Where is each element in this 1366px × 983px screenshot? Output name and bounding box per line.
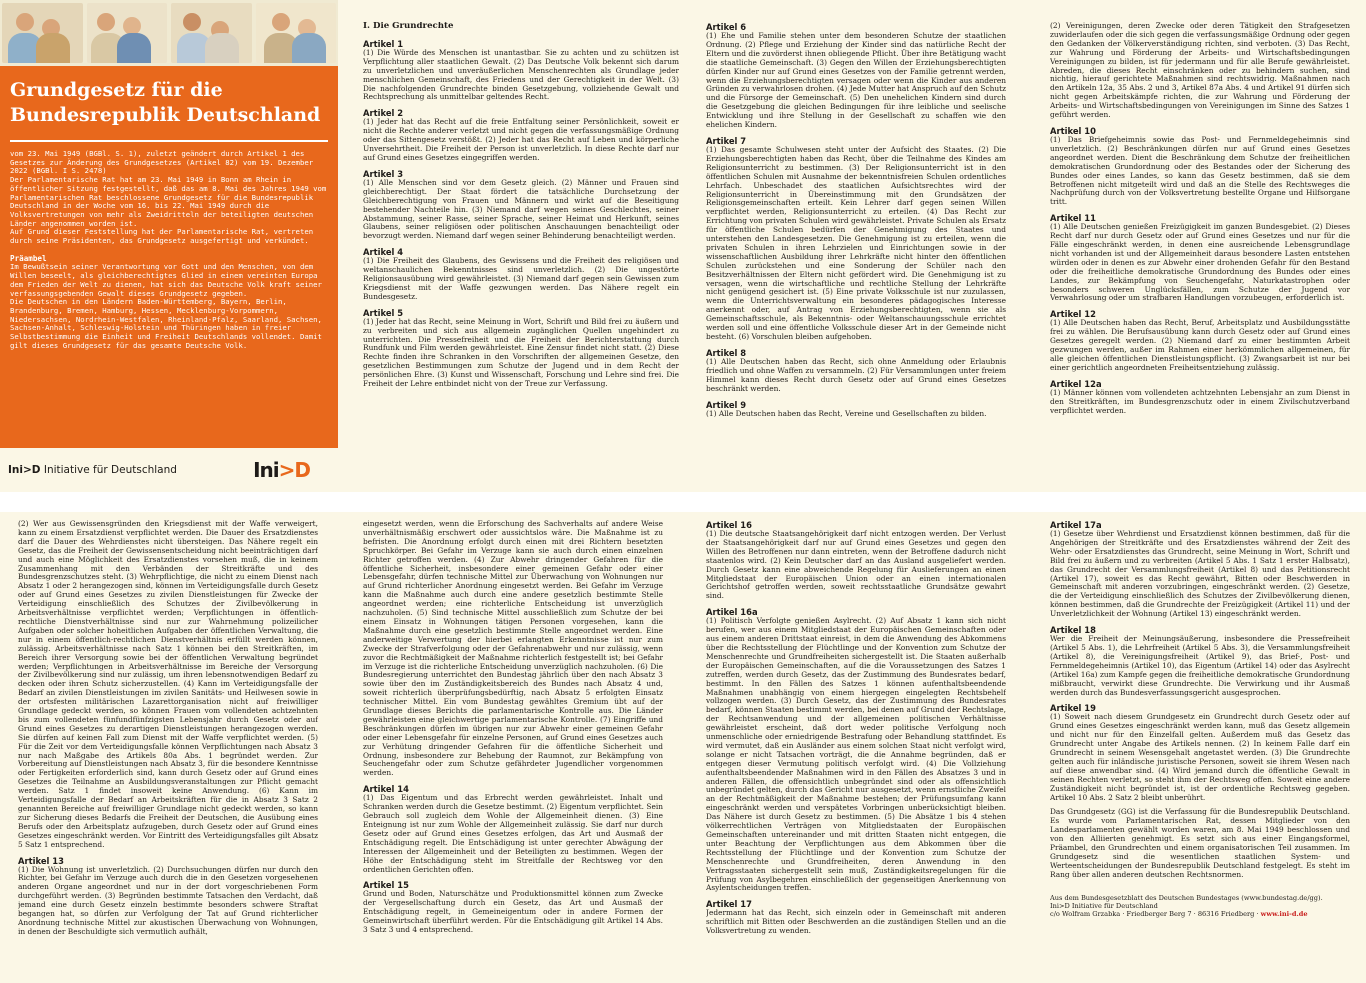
preamble-paragraph: Die Deutschen in den Ländern Baden-Württemberg, Bayern, Berlin, Brandenburg, Bremen, Hamburg, Hessen, Mecklenburg-Vorpommern, Niedersachsen, Nordrhein-Westfalen, Rheinland-Pfalz, Saarland, Sachsen, Sachsen-Anhalt, Schleswig-Holstein und Thüringen haben in freier Selbstbestimmung die Einheit und Freiheit Deutschlands vollendet. Damit gilt dieses Grundgesetz für das gesamte Deutsche Volk. xyxy=(10,297,322,350)
article-heading: Artikel 17a xyxy=(1050,520,1102,530)
colophon: Aus dem Bundesgesetzblatt des Deutschen Bundestages (www.bundestag.de/gg). Ini>D Initiative für Deutschland c/o Wolfram Grzabka · Friedberger Berg 7 · 86316 Friedberg · www.ini-d.de xyxy=(1050,894,1350,919)
article-text: (1) Männer können vom vollendeten achtzehnten Lebensjahr an zum Dienst in den Streitkräften, im Bundesgrenzschutz oder in einem Zivilschutzverband verpflichtet werden. xyxy=(1050,387,1350,415)
cover-title xyxy=(10,78,328,128)
article-text: (1) Die Würde des Menschen ist unantastbar. Sie zu achten und zu schützen ist Verpflichtung aller staatlichen Gewalt. (2) Das Deutsche Volk bekennt sich darum zu unverletzlichen und unveräußerlichen Menschenrechten als Grundlage jeder menschlichen Gemeinschaft, des Friedens und der Gerechtigkeit in der Welt. (3) Die nachfolgenden Grundrechte binden Gesetzgebung, vollziehende Gewalt und Rechtsprechung als unmittelbar geltendes Recht. xyxy=(363,47,679,102)
colophon-address: c/o Wolfram Grzabka · Friedberger Berg 7 · 86316 Friedberg xyxy=(1050,910,1255,919)
article-text: (1) Das gesamte Schulwesen steht unter der Aufsicht des Staates. (2) Die Erziehungsberechtigten haben das Recht, über die Teilnahme des Kindes am Religionsunterricht zu bestimmen. (3) Der Religionsunterricht ist in den öffentlichen Schulen mit Ausnahme der bekenntnisfreien Schulen ordentliches Lehrfach. Unbeschadet des staatlichen Aufsichtsrechtes wird der Religionsunterricht in Übereinstimmung mit den Grundsätzen der Religionsgemeinschaften erteilt. Kein Lehrer darf gegen seinen Willen verpflichtet werden, Religionsunterricht zu erteilen. (4) Das Recht zur Errichtung von privaten Schulen wird gewährleistet. Private Schulen als Ersatz für öffentliche Schulen bedürfen der Genehmigung des Staates und unterstehen den Landesgesetzen. Die Genehmigung ist zu erteilen, wenn die privaten Schulen in ihren Lehrzielen und Einrichtungen sowie in der wissenschaftlichen Ausbildung ihrer Lehrkräfte nicht hinter den öffentlichen Schulen zurückstehen und eine Sonderung der Schüler nach den Besitzverhältnissen der Eltern nicht gefördert wird. Die Genehmigung ist zu versagen, wenn die wirtschaftliche und rechtliche Stellung der Lehrkräfte nicht genügend gesichert ist. (5) Eine private Volksschule ist nur zuzulassen, wenn die Unterrichtsverwaltung ein besonderes pädagogisches Interesse anerkennt oder, auf Antrag von Erziehungsberechtigten, wenn sie als Gemeinschaftsschule, als Bekenntnis- oder Weltanschauungsschule errichtet werden soll und eine öffentliche Volksschule dieser Art in der Gemeinde nicht besteht. (6) Vorschulen bleiben aufgehoben. xyxy=(706,144,1006,341)
article-heading: Artikel 12a xyxy=(1050,378,1102,389)
colophon-source: Aus dem Bundesgesetzblatt des Deutschen Bundestages (www.bundestag.de/gg). xyxy=(1050,893,1323,902)
article-heading: Artikel 17 xyxy=(706,899,752,910)
cover-orange-block xyxy=(0,66,338,448)
text-column-back-4 xyxy=(1050,520,1350,976)
colophon-publisher: Ini>D Initiative für Deutschland xyxy=(1050,901,1158,910)
article-heading: Artikel 4 xyxy=(363,247,404,258)
article-heading: Artikel 2 xyxy=(363,108,404,119)
website-link[interactable]: www.ini-d.de xyxy=(1260,910,1308,919)
text-column-grundrechte-3 xyxy=(1050,22,1350,468)
page-gap xyxy=(0,492,1366,512)
article-text: Grund und Boden, Naturschätze und Produktionsmittel können zum Zwecke der Vergesellschaftung durch ein Gesetz, das Art und Ausmaß der Entschädigung regelt, in Gemeineigentum oder in andere Formen der Gemeinwirtschaft überführt werden. Für die Entschädigung gilt Artikel 14 Abs. 3 Satz 3 und 4 entsprechend. xyxy=(363,889,663,935)
article-heading: Artikel 14 xyxy=(363,784,409,795)
intro-paragraph: Auf Grund dieser Feststellung hat der Parlamentarische Rat, vertreten durch seine Präsidenten, das Grundgesetz ausgefertigt und verkündet. xyxy=(10,227,314,246)
family-photo-strip xyxy=(0,0,338,66)
article-text: Jedermann hat das Recht, sich einzeln oder in Gemeinschaft mit anderen schriftlich mit Bitten oder Beschwerden an die zuständigen Stellen und an die Volksvertretung zu wenden. xyxy=(706,908,1006,936)
preamble-heading: Präambel xyxy=(10,253,47,263)
article-text: (1) Alle Menschen sind vor dem Gesetz gleich. (2) Männer und Frauen sind gleichberechtigt. Der Staat fördert die tatsächliche Durchsetzung der Gleichberechtigung von Frauen und Männern und wirkt auf die Beseitigung bestehender Nachteile hin. (3) Niemand darf wegen seines Geschlechtes, seiner Abstammung, seiner Rasse, seiner Sprache, seiner Heimat und Herkunft, seines Glaubens, seiner religiösen oder politischen Anschauungen benachteiligt oder bevorzugt werden. Niemand darf wegen seiner Behinderung benachteiligt werden. xyxy=(363,177,679,241)
article-heading: Artikel 6 xyxy=(706,22,747,32)
article-text: (1) Die deutsche Staatsangehörigkeit darf nicht entzogen werden. Der Verlust der Staatsangehörigkeit darf nur auf Grund eines Gesetzes und gegen den Willen des Betroffenen nur dann eintreten, wenn der Betroffene dadurch nicht staatenlos wird. (2) Kein Deutscher darf an das Ausland ausgeliefert werden. Durch Gesetz kann eine abweichende Regelung für Auslieferungen an einen Mitgliedstaat der Europäischen Union oder an einen internationalen Gerichtshof getroffen werden, soweit rechtsstaatliche Grundsätze gewahrt sind. xyxy=(706,529,1006,601)
article-text: (1) Die Wohnung ist unverletzlich. (2) Durchsuchungen dürfen nur durch den Richter, bei Gefahr im Verzuge auch durch die in den Gesetzen vorgesehenen anderen Organe angeordnet und nur in der dort vorgeschriebenen Form durchgeführt werden. (3) Begründen bestimmte Tatsachen den Verdacht, daß jemand eine durch Gesetz einzeln bestimmte besonders schwere Straftat begangen hat, so dürfen zur Verfolgung der Tat auf Grund richterlicher Anordnung technische Mittel zur akustischen Überwachung von Wohnungen, in denen der Beschuldigte sich vermutlich aufhält, xyxy=(18,864,318,936)
text-column-grundrechte-2 xyxy=(706,22,1006,468)
title-divider xyxy=(10,140,328,142)
family-photo xyxy=(171,3,252,63)
article-heading: Artikel 16 xyxy=(706,520,752,530)
article-text: Wer die Freiheit der Meinungsäußerung, insbesondere die Pressefreiheit (Artikel 5 Abs. 1), die Lehrfreiheit (Artikel 5 Abs. 3), die Versammlungsfreiheit (Artikel 8), die Vereinigungsfreiheit (Artikel 9), das Brief-, Post- und Fernmeldegeheimnis (Artikel 10), das Eigentum (Artikel 14) oder das Asylrecht (Artikel 16a) zum Kampfe gegen die freiheitliche demokratische Grundordnung mißbraucht, verwirkt diese Grundrechte. Die Verwirkung und ihr Ausmaß werden durch das Bundesverfassungsgericht ausgesprochen. xyxy=(1050,634,1350,697)
text-column-back-3 xyxy=(706,520,1006,976)
preamble-paragraph: Im Bewußtsein seiner Verantwortung vor Gott und den Menschen, von dem Willen beseelt, als gleichberechtigtes Glied in einem vereinten Europa dem Frieden der Welt zu dienen, hat sich das Deutsche Volk kraft seiner verfassungsgebenden Gewalt dieses Grundgesetz gegeben. xyxy=(10,262,322,298)
article-text: (1) Alle Deutschen haben das Recht, Beruf, Arbeitsplatz und Ausbildungsstätte frei zu wählen. Die Berufsausübung kann durch Gesetz oder auf Grund eines Gesetzes geregelt werden. (2) Niemand darf zu einer bestimmten Arbeit gezwungen werden, außer im Rahmen einer herkömmlichen allgemeinen, für alle gleichen öffentlichen Dienstleistungspflicht. (3) Zwangsarbeit ist nur bei einer gerichtlich angeordneten Freiheitsentziehung zulässig. xyxy=(1050,318,1350,372)
article-text: (2) Wer aus Gewissensgründen den Kriegsdienst mit der Waffe verweigert, kann zu einem Ersatzdienst verpflichtet werden. Die Dauer des Ersatzdienstes darf die Dauer des Wehrdienstes nicht übersteigen. Das Nähere regelt ein Gesetz, das die Freiheit der Gewissensentscheidung nicht beeinträchtigen darf und auch eine Möglichkeit des Ersatzdienstes vorsehen muß, die in keinem Zusammenhang mit den Verbänden der Streitkräfte und des Bundesgrenzschutzes steht. (3) Wehrpflichtige, die nicht zu einem Dienst nach Absatz 1 oder 2 herangezogen sind, können im Verteidigungsfalle durch Gesetz oder auf Grund eines Gesetzes zu zivilen Dienstleistungen für Zwecke der Verteidigung einschließlich des Schutzes der Zivilbevölkerung in Arbeitsverhältnisse verpflichtet werden; Verpflichtungen in öffentlich-rechtliche Dienstverhältnisse sind nur zur Wahrnehmung polizeilicher Aufgaben oder solcher hoheitlichen Aufgaben der öffentlichen Verwaltung, die nur in einem öffentlich-rechtlichen Dienstverhältnis erfüllt werden können, zulässig. Arbeitsverhältnisse nach Satz 1 können bei den Streitkräften, im Bereich ihrer Versorgung sowie bei der öffentlichen Verwaltung begründet werden; Verpflichtungen in Arbeitsverhältnisse im Bereiche der Versorgung der Zivilbevölkerung sind nur zulässig, um ihren lebensnotwendigen Bedarf zu decken oder ihren Schutz sicherzustellen. (4) Kann im Verteidigungsfalle der Bedarf an zivilen Dienstleistungen im zivilen Sanitäts- und Heilwesen sowie in der ortsfesten militärischen Lazarettorganisation nicht auf freiwilliger Grundlage gedeckt werden, so können Frauen vom vollendeten achtzehnten bis zum vollendeten fünfundfünfzigsten Lebensjahr durch Gesetz oder auf Grund eines Gesetzes zu derartigen Dienstleistungen herangezogen werden. Sie dürfen auf keinen Fall zum Dienst mit der Waffe verpflichtet werden. (5) Für die Zeit vor dem Verteidigungsfalle können Verpflichtungen nach Absatz 3 nur nach Maßgabe des Artikels 80a Abs. 1 begründet werden. Zur Vorbereitung auf Dienstleistungen nach Absatz 3, für die besondere Kenntnisse oder Fertigkeiten erforderlich sind, kann durch Gesetz oder auf Grund eines Gesetzes die Teilnahme an Ausbildungsveranstaltungen zur Pflicht gemacht werden. Satz 1 findet insoweit keine Anwendung. (6) Kann im Verteidigungsfalle der Bedarf an Arbeitskräften für die in Absatz 3 Satz 2 genannten Bereiche auf freiwilliger Grundlage nicht gedeckt werden, so kann zur Sicherung dieses Bedarfs die Freiheit der Deutschen, die Ausübung eines Berufs oder den Arbeitsplatz aufzugeben, durch Gesetz oder auf Grund eines Gesetzes eingeschränkt werden. Vor Eintritt des Verteidigungsfalles gilt Absatz 5 Satz 1 entsprechend. xyxy=(18,520,318,849)
article-heading: Artikel 9 xyxy=(706,399,747,410)
logo-accent: >D xyxy=(278,458,310,482)
intro-paragraph: vom 23. Mai 1949 (BGBl. S. 1), zuletzt geändert durch Artikel 1 des Gesetzes zur Änderung des Grundgesetzes (Artikel 82) vom 19. Dezember 2022 (BGBl. I S. 2478) xyxy=(10,149,314,176)
logo-main: Ini xyxy=(253,458,279,482)
ini-d-logo xyxy=(253,458,310,482)
cover-title-line: Grundgesetz für die xyxy=(10,79,223,101)
article-heading: Artikel 16a xyxy=(706,607,758,618)
flyer-back-side xyxy=(0,512,1366,983)
article-heading: Artikel 13 xyxy=(18,855,64,866)
cover-panel xyxy=(0,0,338,492)
article-heading: Artikel 12 xyxy=(1050,309,1096,320)
family-photo xyxy=(256,3,337,63)
article-text: (1) Jeder hat das Recht, seine Meinung in Wort, Schrift und Bild frei zu äußern und zu verbreiten und sich aus allgemein zugänglichen Quellen ungehindert zu unterrichten. Die Pressefreiheit und die Freiheit der Berichterstattung durch Rundfunk und Film werden gewährleistet. Eine Zensur findet nicht statt. (2) Diese Rechte finden ihre Schranken in den Vorschriften der allgemeinen Gesetze, den gesetzlichen Bestimmungen zum Schutze der Jugend und in dem Recht der persönlichen Ehre. (3) Kunst und Wissenschaft, Forschung und Lehre sind frei. Die Freiheit der Lehre entbindet nicht von der Treue zur Verfassung. xyxy=(363,316,679,389)
brand-label: Initiative für Deutschland xyxy=(43,464,177,476)
article-heading: Artikel 15 xyxy=(363,880,409,891)
article-heading: Artikel 10 xyxy=(1050,125,1096,136)
cover-title-line: Bundesrepublik Deutschland xyxy=(10,104,321,126)
article-heading: Artikel 18 xyxy=(1050,625,1096,636)
text-column-back-1 xyxy=(18,520,318,976)
article-heading: Artikel 1 xyxy=(363,38,404,49)
article-text: (1) Alle Deutschen haben das Recht, Vereine und Gesellschaften zu bilden. xyxy=(706,408,987,418)
cover-intro xyxy=(10,150,328,350)
article-text: (1) Politisch Verfolgte genießen Asylrecht. (2) Auf Absatz 1 kann sich nicht berufen, wer aus einem Mitgliedstaat der Europäischen Gemeinschaften oder aus einem anderen Drittstaat einreist, in dem die Anwendung des Abkommens über die Rechtsstellung der Flüchtlinge und der Konvention zum Schutze der Menschenrechte und Grundfreiheiten sichergestellt ist. Die Staaten außerhalb der Europäischen Gemeinschaften, auf die die Voraussetzungen des Satzes 1 zutreffen, werden durch Gesetz, das der Zustimmung des Bundesrates bedarf, bestimmt. In den Fällen des Satzes 1 können aufenthaltsbeendende Maßnahmen unabhängig von einem hiergegen eingelegten Rechtsbehelf vollzogen werden. (3) Durch Gesetz, das der Zustimmung des Bundesrates bedarf, können Staaten bestimmt werden, bei denen auf Grund der Rechtslage, der Rechtsanwendung und der allgemeinen politischen Verhältnisse gewährleistet erscheint, daß dort weder politische Verfolgung noch unmenschliche oder erniedrigende Bestrafung oder Behandlung stattfindet. Es wird vermutet, daß ein Ausländer aus einem solchen Staat nicht verfolgt wird, solange er nicht Tatsachen vorträgt, die die Annahme begründen, daß er entgegen dieser Vermutung politisch verfolgt wird. (4) Die Vollziehung aufenthaltsbeendender Maßnahmen wird in den Fällen des Absatzes 3 und in anderen Fällen, die offensichtlich unbegründet sind oder als offensichtlich unbegründet gelten, durch das Gericht nur ausgesetzt, wenn ernstliche Zweifel an der Rechtmäßigkeit der Maßnahme bestehen; der Prüfungsumfang kann eingeschränkt werden und verspätetes Vorbringen unberücksichtigt bleiben. Das Nähere ist durch Gesetz zu bestimmen. (5) Die Absätze 1 bis 4 stehen völkerrechtlichen Verträgen von Mitgliedstaaten der Europäischen Gemeinschaften untereinander und mit dritten Staaten nicht entgegen, die unter Beachtung der Verpflichtungen aus dem Abkommen über die Rechtsstellung der Flüchtlinge und der Konvention zum Schutze der Menschenrechte und Grundfreiheiten, deren Anwendung in den Vertragsstaaten sichergestellt sein muß, Zuständigkeitsregelungen für die Prüfung von Asylbegehren einschließlich der gegenseitigen Anerkennung von Asylentscheidungen treffen. xyxy=(706,616,1006,893)
family-photo xyxy=(87,3,168,63)
brand-name: Ini>D xyxy=(8,464,41,476)
intro-paragraph: Der Parlamentarische Rat hat am 23. Mai 1949 in Bonn am Rhein in öffentlicher Sitzung festgestellt, daß das am 8. Mai des Jahres 1949 vom Parlamentarischen Rat beschlossene Grundgesetz für die Bundesrepublik Deutschland in der Woche vom 16. bis 22. Mai 1949 durch die Volksvertretungen von mehr als Zweidritteln der beteiligten deutschen Länder angenommen worden ist. xyxy=(10,175,327,228)
article-heading: Artikel 7 xyxy=(706,135,747,146)
article-text: eingesetzt werden, wenn die Erforschung des Sachverhalts auf andere Weise unverhältnismäßig erschwert oder aussichtslos wäre. Die Maßnahme ist zu befristen. Die Anordnung erfolgt durch einen mit drei Richtern besetzten Spruchkörper. Bei Gefahr im Verzuge kann sie auch durch einen einzelnen Richter getroffen werden. (4) Zur Abwehr dringender Gefahren für die öffentliche Sicherheit, insbesondere einer gemeinen Gefahr oder einer Lebensgefahr, dürfen technische Mittel zur Überwachung von Wohnungen nur auf Grund richterlicher Anordnung eingesetzt werden. Bei Gefahr im Verzuge kann die Maßnahme auch durch eine andere gesetzlich bestimmte Stelle angeordnet werden; eine richterliche Entscheidung ist unverzüglich nachzuholen. (5) Sind technische Mittel ausschließlich zum Schutze der bei einem Einsatz in Wohnungen tätigen Personen vorgesehen, kann die Maßnahme durch eine gesetzlich bestimmte Stelle angeordnet werden. Eine anderweitige Verwertung der hierbei erlangten Erkenntnisse ist nur zum Zwecke der Strafverfolgung oder der Gefahrenabwehr und nur zulässig, wenn zuvor die Rechtmäßigkeit der Maßnahme richterlich festgestellt ist; bei Gefahr im Verzuge ist die richterliche Entscheidung unverzüglich nachzuholen. (6) Die Bundesregierung unterrichtet den Bundestag jährlich über den nach Absatz 3 sowie über den im Zuständigkeitsbereich des Bundes nach Absatz 4 und, soweit richterlich überprüfungsbedürftig, nach Absatz 5 erfolgten Einsatz technischer Mittel. Ein vom Bundestag gewähltes Gremium übt auf der Grundlage dieses Berichts die parlamentarische Kontrolle aus. Die Länder gewährleisten eine gleichwertige parlamentarische Kontrolle. (7) Eingriffe und Beschränkungen dürfen im übrigen nur zur Abwehr einer gemeinen Gefahr oder einer Lebensgefahr für einzelne Personen, auf Grund eines Gesetzes auch zur Verhütung dringender Gefahren für die öffentliche Sicherheit und Ordnung, insbesondere zur Behebung der Raumnot, zur Bekämpfung von Seuchengefahr oder zum Schutze gefährdeter Jugendlicher vorgenommen werden. xyxy=(363,520,663,778)
article-text: (1) Jeder hat das Recht auf die freie Entfaltung seiner Persönlichkeit, soweit er nicht die Rechte anderer verletzt und nicht gegen die verfassungsmäßige Ordnung oder das Sittengesetz verstößt. (2) Jeder hat das Recht auf Leben und körperliche Unversehrtheit. Die Freiheit der Person ist unverletzlich. In diese Rechte darf nur auf Grund eines Gesetzes eingegriffen werden. xyxy=(363,117,679,162)
article-text: (1) Soweit nach diesem Grundgesetz ein Grundrecht durch Gesetz oder auf Grund eines Gesetzes eingeschränkt werden kann, muß das Gesetz allgemein und nicht nur für den Einzelfall gelten. Außerdem muß das Gesetz das Grundrecht unter Angabe des Artikels nennen. (2) In keinem Falle darf ein Grundrecht in seinem Wesensgehalt angetastet werden. (3) Die Grundrechte gelten auch für inländische juristische Personen, soweit sie ihrem Wesen nach auf diese anwendbar sind. (4) Wird jemand durch die öffentliche Gewalt in seinen Rechten verletzt, so steht ihm der Rechtsweg offen. Soweit eine andere Zuständigkeit nicht begründet ist, ist der ordentliche Rechtsweg gegeben. Artikel 10 Abs. 2 Satz 2 bleibt unberührt. xyxy=(1050,712,1350,802)
article-text: Das Grundgesetz (GG) ist die Verfassung für die Bundesrepublik Deutschland. Es wurde vom Parlamentarischen Rat, dessen Mitglieder von den Landesparlamenten gewählt worden waren, am 8. Mai 1949 beschlossen und von den Alliierten genehmigt. Es setzt sich aus einer Eingangsformel, Präambel, den Grundrechten und einem organisatorischen Teil zusammen. Im Grundgesetz sind die wesentlichen staatlichen System- und Werteentscheidungen der Bundesrepublik Deutschland festgelegt. Es steht im Rang über allen anderen deutschen Rechtsnormen. xyxy=(1050,807,1350,879)
family-photo xyxy=(2,3,83,63)
text-column-grundrechte-1 xyxy=(363,22,679,468)
article-text: (1) Alle Deutschen haben das Recht, sich ohne Anmeldung oder Erlaubnis friedlich und ohne Waffen zu versammeln. (2) Für Versammlungen unter freiem Himmel kann dieses Recht durch Gesetz oder auf Grund eines Gesetzes beschränkt werden. xyxy=(706,356,1006,393)
article-text: (1) Ehe und Familie stehen unter dem besonderen Schutze der staatlichen Ordnung. (2) Pflege und Erziehung der Kinder sind das natürliche Recht der Eltern und die zuvörderst ihnen obliegende Pflicht. Über ihre Betätigung wacht die staatliche Gemeinschaft. (3) Gegen den Willen der Erziehungsberechtigten dürfen Kinder nur auf Grund eines Gesetzes von der Familie getrennt werden, wenn die Erziehungsberechtigten versagen oder wenn die Kinder aus anderen Gründen zu verwahrlosen drohen. (4) Jede Mutter hat Anspruch auf den Schutz und die Fürsorge der Gemeinschaft. (5) Den unehelichen Kindern sind durch die Gesetzgebung die gleichen Bedingungen für ihre leibliche und seelische Entwicklung und ihre Stellung in der Gesellschaft zu schaffen wie den ehelichen Kindern. xyxy=(706,31,1006,130)
article-text: (1) Alle Deutschen genießen Freizügigkeit im ganzen Bundesgebiet. (2) Dieses Recht darf nur durch Gesetz oder auf Grund eines Gesetzes und nur für die Fälle eingeschränkt werden, in denen eine ausreichende Lebensgrundlage nicht vorhanden ist und der Allgemeinheit daraus besondere Lasten entstehen würden oder in denen es zur Abwehr einer drohenden Gefahr für den Bestand oder die freiheitliche demokratische Grundordnung des Bundes oder eines Landes, zur Bekämpfung von Seuchengefahr, Naturkatastrophen oder besonders schweren Unglücksfällen, zum Schutze der Jugend vor Verwahrlosung oder um strafbaren Handlungen vorzubeugen, erforderlich ist. xyxy=(1050,222,1350,303)
article-heading: Artikel 11 xyxy=(1050,213,1096,224)
article-text: (1) Die Freiheit des Glaubens, des Gewissens und die Freiheit des religiösen und weltanschaulichen Bekenntnisses sind unverletzlich. (2) Die ungestörte Religionsausübung wird gewährleistet. (3) Niemand darf gegen sein Gewissen zum Kriegsdienst mit der Waffe gezwungen werden. Das Nähere regelt ein Bundesgesetz. xyxy=(363,256,679,301)
article-heading: Artikel 8 xyxy=(706,347,747,358)
brand-text xyxy=(8,464,177,476)
article-text: (1) Gesetze über Wehrdienst und Ersatzdienst können bestimmen, daß für die Angehörigen der Streitkräfte und des Ersatzdienstes während der Zeit des Wehr- oder Ersatzdienstes das Grundrecht, seine Meinung in Wort, Schrift und Bild frei zu äußern und zu verbreiten (Artikel 5 Abs. 1 Satz 1 erster Halbsatz), das Grundrecht der Versammlungsfreiheit (Artikel 8) und das Petitionsrecht (Artikel 17), soweit es das Recht gewährt, Bitten oder Beschwerden in Gemeinschaft mit anderen vorzubringen, eingeschränkt werden. (2) Gesetze, die der Verteidigung einschließlich des Schutzes der Zivilbevölkerung dienen, können bestimmen, daß die Grundrechte der Freizügigkeit (Artikel 11) und der Unverletzlichkeit der Wohnung (Artikel 13) eingeschränkt werden. xyxy=(1050,529,1350,619)
article-text: (1) Das Eigentum und das Erbrecht werden gewährleistet. Inhalt und Schranken werden durch die Gesetze bestimmt. (2) Eigentum verpflichtet. Sein Gebrauch soll zugleich dem Wohle der Allgemeinheit dienen. (3) Eine Enteignung ist nur zum Wohle der Allgemeinheit zulässig. Sie darf nur durch Gesetz oder auf Grund eines Gesetzes erfolgen, das Art und Ausmaß der Entschädigung regelt. Die Entschädigung ist unter gerechter Abwägung der Interessen der Allgemeinheit und der Beteiligten zu bestimmen. Wegen der Höhe der Entschädigung steht im Streitfalle der Rechtsweg vor den ordentlichen Gerichten offen. xyxy=(363,793,663,874)
article-text: (2) Vereinigungen, deren Zwecke oder deren Tätigkeit den Strafgesetzen zuwiderlaufen oder die sich gegen die verfassungsmäßige Ordnung oder gegen den Gedanken der Völkerverständigung richten, sind verboten. (3) Das Recht, zur Wahrung und Förderung der Arbeits- und Wirtschaftsbedingungen Vereinigungen zu bilden, ist für jedermann und für alle Berufe gewährleistet. Abreden, die dieses Recht einschränken oder zu behindern suchen, sind nichtig, hierauf gerichtete Maßnahmen sind rechtswidrig. Maßnahmen nach den Artikeln 12a, 35 Abs. 2 und 3, Artikel 87a Abs. 4 und Artikel 91 dürfen sich nicht gegen Arbeitskämpfe richten, die zur Wahrung und Förderung der Arbeits- und Wirtschaftsbedingungen von Vereinigungen im Sinne des Satzes 1 geführt werden. xyxy=(1050,22,1350,120)
article-heading: Artikel 3 xyxy=(363,168,404,179)
article-heading: Artikel 5 xyxy=(363,307,404,318)
article-text: (1) Das Briefgeheimnis sowie das Post- und Fernmeldegeheimnis sind unverletzlich. (2) Beschränkungen dürfen nur auf Grund eines Gesetzes angeordnet werden. Dient die Beschränkung dem Schutze der freiheitlichen demokratischen Grundordnung oder des Bestandes oder der Sicherung des Bundes oder eines Landes, so kann das Gesetz bestimmen, daß sie dem Betroffenen nicht mitgeteilt wird und daß an die Stelle des Rechtsweges die Nachprüfung durch von der Volksvertretung bestellte Organe und Hilfsorgane tritt. xyxy=(1050,134,1350,207)
text-column-back-2 xyxy=(363,520,663,976)
cover-footer xyxy=(0,448,338,492)
section-heading: I. Die Grundrechte xyxy=(363,22,454,31)
article-heading: Artikel 19 xyxy=(1050,703,1096,714)
